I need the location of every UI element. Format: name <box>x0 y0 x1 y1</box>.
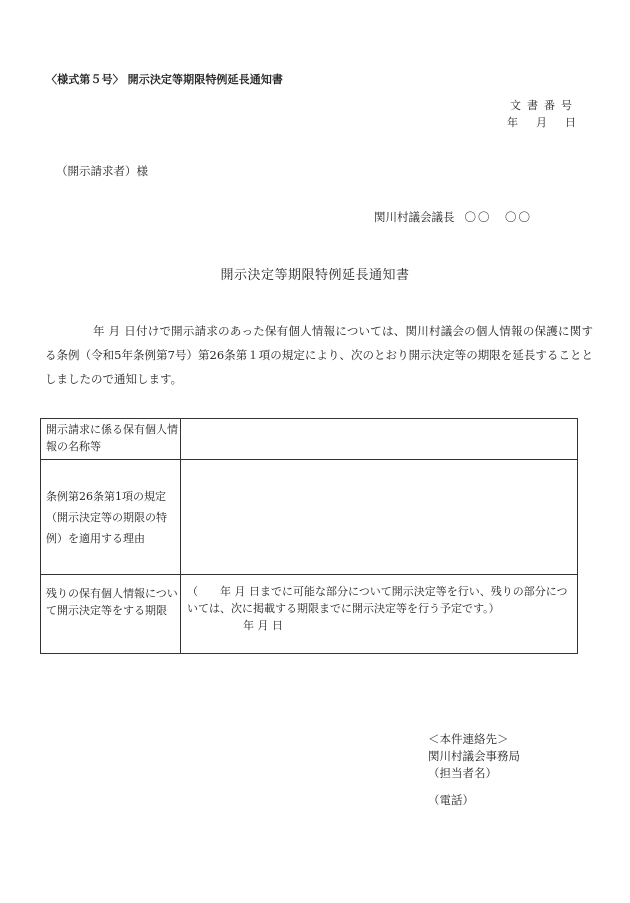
label-remaining-deadline: 残りの保有個人情報について開示決定等をする期限 <box>41 575 181 654</box>
sender <box>374 209 532 225</box>
page-title: 開示決定等期限特例延長通知書 <box>220 268 410 283</box>
sender-name: 〇〇 〇〇 <box>464 210 532 224</box>
document-number-label: 文書番号 <box>510 99 578 112</box>
sender-title: 関川村議会議長 <box>374 210 455 224</box>
date-day-label: 日 <box>565 116 578 129</box>
contact-person: （担当者名） <box>428 766 497 780</box>
contact-block <box>428 731 520 809</box>
value-extension-reason <box>181 460 578 575</box>
label-info-name: 開示請求に係る保有個人情報の名称等 <box>41 419 181 460</box>
date-month-label: 月 <box>536 116 549 129</box>
info-table <box>40 418 578 654</box>
table-row <box>41 575 578 654</box>
issue-date <box>497 114 578 130</box>
value-remaining-deadline <box>181 575 578 654</box>
remaining-deadline-text: （ 年 月 日までに可能な部分について開示決定等を行い、残りの部分については、次に掲載する期限までに開示決定等を行う予定です。） <box>187 585 568 615</box>
contact-phone: （電話） <box>428 793 474 807</box>
label-extension-reason: 条例第26条第1項の規定（開示決定等の期限の特例）を適用する理由 <box>41 460 181 575</box>
table-row <box>41 419 578 460</box>
recipient: （開示請求者）様 <box>56 164 148 178</box>
contact-heading: ＜本件連絡先＞ <box>428 732 509 746</box>
table-row <box>41 460 578 575</box>
value-info-name <box>181 419 578 460</box>
contact-office: 関川村議会事務局 <box>428 749 520 763</box>
date-year-label: 年 <box>507 116 520 129</box>
form-number: 〈様式第５号〉 開示決定等期限特例延長通知書 <box>46 73 284 86</box>
remaining-deadline-date: 年 月 日 <box>243 619 283 632</box>
body-paragraph: 年 月 日付けで開示請求のあった保有個人情報については、関川村議会の個人情報の保護に関する条例（令和5年条例第7号）第26条第１項の規定により、次のとおり開示決定等の期限を延長することとしましたので通知します。 <box>45 324 593 386</box>
body-text <box>45 319 593 391</box>
